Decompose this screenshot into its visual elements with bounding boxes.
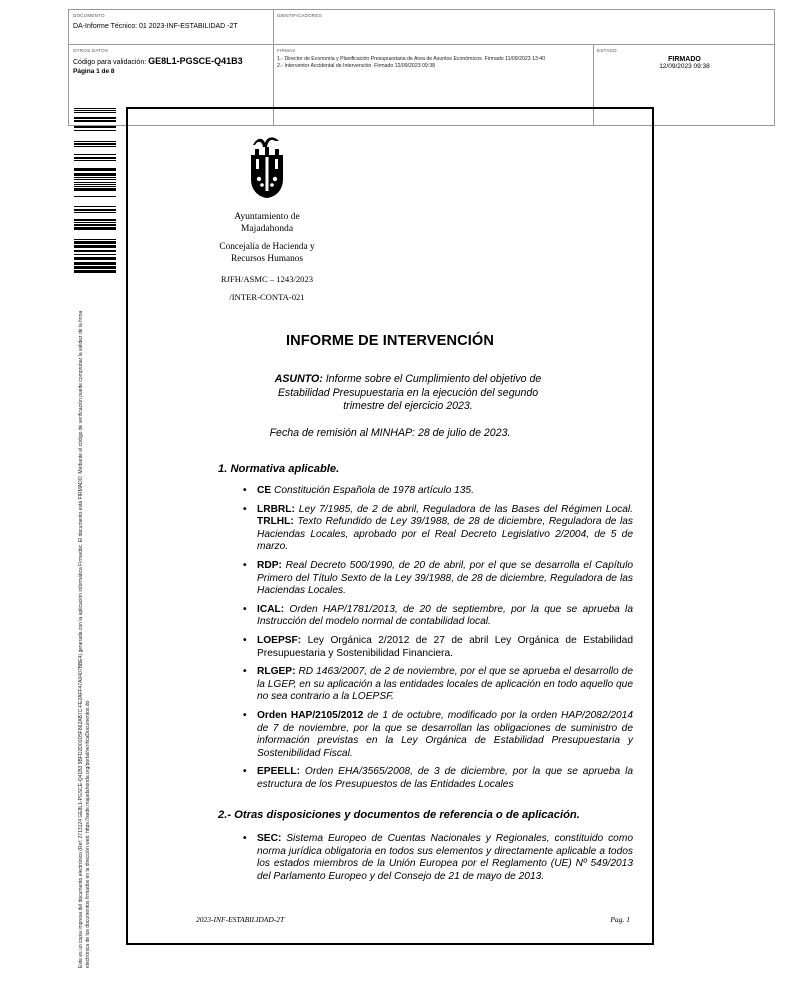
firma-item: 1.- Director de Economía y Planificación Presupuestaria de Area de Asuntos Económicos. Firmado 11/09/2023 13:40: [277, 56, 546, 62]
otros-datos-cell: [73, 48, 269, 76]
pagina-label: Página 1 de 8: [73, 68, 115, 75]
codigo-line: [73, 57, 269, 67]
dept-line: Recursos Humanos: [230, 254, 304, 264]
documento-caption: DOCUMENTO: [73, 13, 105, 18]
verification-side-text: Este es un copia impresa del documento electrónico (Ref: 2713124 GE8L1-PGSCE-Q41B3 9BFD2D01D5F862AB7C-FE2AFF47A0407BBE4) generada con la aplicación informática Firmadoc. El documento está FIRMADO. Mediante el código de verificación puede comprobar la validez de la firma electrónica de los documentos firmados en la dirección web: https://sede.majadahonda.org/portal/verificaDocumentos.do: [78, 310, 91, 968]
list-item: • RLGEP: RD 1463/2007, de 2 de noviembre, por el que se aprueba el desarrollo de la LGEP, en su aplicación a las entidades locales de aplicación en todo aquello que no sea contrario a la LOEPSF.: [243, 666, 633, 703]
firma-item: 2.- Interventor Accidental de Intervención. Firmado 12/09/2023 09:38: [277, 63, 436, 69]
subject-label: ASUNTO:: [274, 373, 323, 385]
coat-of-arms-logo: [249, 135, 285, 199]
firmas-caption: FIRMAS: [277, 48, 296, 53]
org-line: Majadahonda: [240, 223, 294, 234]
footer-page-number: Pag. 1: [610, 915, 630, 924]
org-name: [202, 211, 332, 235]
estado-cell: [597, 48, 772, 70]
otros-caption: OTROS DATOS: [73, 48, 109, 53]
list-item: • LOEPSF: Ley Orgánica 2/2012 de 27 de abril Ley Orgánica de Estabilidad Presupuestaria y Sostenibilidad Financiera.: [243, 634, 633, 659]
submission-date: Fecha de remisión al MINHAP: 28 de julio de 2023.: [269, 427, 511, 439]
document-title: INFORME DE INTERVENCIÓN: [286, 333, 494, 349]
reference-code: RJFH/ASMC – 1243/2023: [220, 274, 314, 284]
divider: [69, 44, 774, 45]
estado-date: 12/09/2023 09:38: [659, 63, 710, 70]
reference-code-2: /INTER-CONTA-021: [229, 292, 305, 302]
list-item: • RDP: Real Decreto 500/1990, de 20 de abril, por el que se desarrolla el Capítulo Primero del Título Sexto de la Ley 39/1988, de 28 de diciembre, Reguladora de las Haciendas Locales.: [243, 559, 633, 597]
documento-text: DA-Informe Técnico: 01 2023-INF-ESTABILIDAD -2T: [73, 23, 238, 30]
codigo-label: Código para validación:: [73, 59, 147, 66]
department-name: [202, 241, 332, 265]
org-line: Ayuntamiento de: [234, 211, 300, 222]
list-item: • Orden HAP/2105/2012 de 1 de octubre, modificado por la orden HAP/2082/2014 de 7 de noviembre, por la que se desarrollan las obligaciones de suministro de información previstas en la Ley Orgánica de Estabilidad Presupuestaria y Sostenibilidad Fiscal.: [243, 709, 633, 759]
subject-text: Informe sobre el Cumplimiento del objetivo de Estabilidad Presupuestaria en la ejecución del segundo trimestre del ejercicio 2023.: [277, 373, 542, 412]
reference-list: [243, 833, 633, 889]
firmas-list: [277, 56, 589, 70]
identificadores-caption: IDENTIFICADORES: [277, 13, 322, 18]
identificadores-cell: [277, 13, 322, 18]
documento-cell: [73, 13, 269, 31]
letterhead: [202, 135, 332, 303]
estado-value: FIRMADO: [668, 56, 701, 63]
codigo-value: GE8L1-PGSCE-Q41B3: [148, 56, 243, 66]
dept-line: Concejalía de Hacienda y: [219, 242, 315, 252]
estado-caption: ESTADO: [597, 48, 617, 53]
footer-doc-id: 2023-INF-ESTABILIDAD-2T: [196, 915, 285, 924]
documento-value: [73, 22, 269, 31]
document-page: [126, 107, 654, 945]
regulation-list: [243, 485, 633, 797]
section-heading: 1. Normativa aplicable.: [218, 463, 340, 475]
list-item: • EPEELL: Orden EHA/3565/2008, de 3 de diciembre, por la que se aprueba la estructura de los Presupuestos de las Entidades Locales: [243, 766, 633, 790]
subject-paragraph: [258, 373, 558, 414]
list-item: • CE Constitución Española de 1978 artículo 135.: [243, 485, 474, 496]
list-item: • LRBRL: Ley 7/1985, de 2 de abril, Reguladora de las Bases del Régimen Local. TRLHL: Texto Refundido de Ley 39/1988, de 28 de diciembre, Reguladora de las Haciendas Locales, aprobado por el Real Decreto Legislativo 2/2004, de 5 de marzo.: [243, 503, 633, 553]
firmas-cell: [277, 48, 589, 70]
barcode-image: [74, 108, 116, 276]
section-heading: 2.- Otras disposiciones y documentos de referencia o de aplicación.: [218, 809, 580, 821]
list-item: • ICAL: Orden HAP/1781/2013, de 20 de septiembre, por la que se aprueba la Instrucción del modelo normal de contabilidad local.: [243, 603, 633, 628]
list-item: • SEC: Sistema Europeo de Cuentas Nacionales y Regionales, constituido como norma jurídica obligatoria en todos sus elementos y directamente aplicable a todos los estados miembros de la Unión Europea por el Reglamento (UE) Nº 549/2013 del Parlamento Europeo y del Consejo de 21 de mayo de 2013.: [243, 833, 633, 882]
